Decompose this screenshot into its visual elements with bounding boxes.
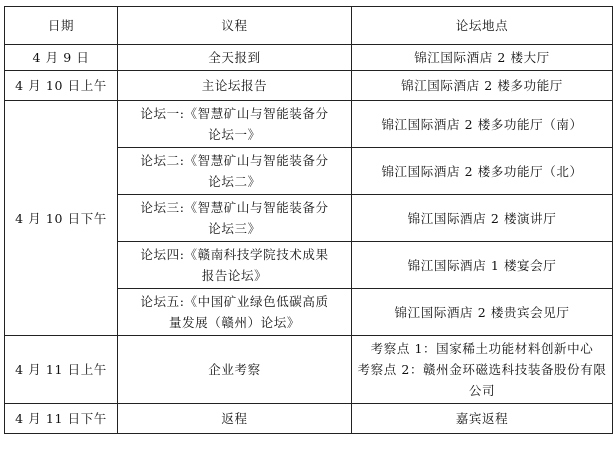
venue-cell: 锦江国际酒店 2 楼演讲厅 xyxy=(352,195,613,242)
table-row xyxy=(5,45,613,71)
agenda-cell: 企业考察 xyxy=(118,336,352,404)
schedule-table xyxy=(4,6,613,434)
table-row xyxy=(5,404,613,434)
forum-agenda-cell xyxy=(118,101,352,148)
forum-agenda-cell xyxy=(118,148,352,195)
table-row xyxy=(5,336,613,404)
forum-title-line: 论坛三》 xyxy=(208,221,261,236)
forum-title-line: 论坛二:《智慧矿山与智能装备分 xyxy=(140,153,329,168)
forum-title-line: 量发展（赣州）论坛》 xyxy=(168,315,300,330)
date-cell: 4 月 11 日下午 xyxy=(5,404,118,434)
agenda-cell: 主论坛报告 xyxy=(118,71,352,101)
forum-agenda-cell xyxy=(118,242,352,289)
venue-cell: 锦江国际酒店 1 楼宴会厅 xyxy=(352,242,613,289)
venue-cell: 嘉宾返程 xyxy=(352,404,613,434)
forum-title-line: 论坛四:《赣南科技学院技术成果 xyxy=(140,247,329,262)
venue-cell: 锦江国际酒店 2 楼大厅 xyxy=(352,45,613,71)
forum-title-line: 论坛一:《智慧矿山与智能装备分 xyxy=(140,106,329,121)
venue-cell: 锦江国际酒店 2 楼多功能厅（南） xyxy=(352,101,613,148)
date-cell: 4 月 10 日下午 xyxy=(5,101,118,336)
date-cell: 4 月 9 日 xyxy=(5,45,118,71)
forum-title-line: 论坛五:《中国矿业绿色低碳高质 xyxy=(140,294,329,309)
header-agenda: 议程 xyxy=(118,7,352,45)
date-cell: 4 月 11 日上午 xyxy=(5,336,118,404)
venue-cell: 锦江国际酒店 2 楼贵宾会见厅 xyxy=(352,289,613,336)
table-row xyxy=(5,71,613,101)
header-row xyxy=(5,7,613,45)
forum-title-line: 报告论坛》 xyxy=(201,268,268,283)
forum-title-line: 论坛一》 xyxy=(208,127,261,142)
header-date: 日期 xyxy=(5,7,118,45)
visit-site-line: 考察点 2：赣州金环磁选科技装备股份有限 xyxy=(357,362,607,377)
header-venue: 论坛地点 xyxy=(352,7,613,45)
agenda-cell: 返程 xyxy=(118,404,352,434)
forum-title-line: 论坛三:《智慧矿山与智能装备分 xyxy=(140,200,329,215)
visit-site-line: 考察点 1：国家稀土功能材料创新中心 xyxy=(370,341,594,356)
forum-agenda-cell xyxy=(118,289,352,336)
date-cell: 4 月 10 日上午 xyxy=(5,71,118,101)
venue-cell xyxy=(352,336,613,404)
forum-agenda-cell xyxy=(118,195,352,242)
venue-cell: 锦江国际酒店 2 楼多功能厅（北） xyxy=(352,148,613,195)
table-row xyxy=(5,101,613,148)
venue-cell: 锦江国际酒店 2 楼多功能厅 xyxy=(352,71,613,101)
agenda-cell: 全天报到 xyxy=(118,45,352,71)
forum-title-line: 论坛二》 xyxy=(208,174,261,189)
visit-site-line: 公司 xyxy=(468,383,496,398)
